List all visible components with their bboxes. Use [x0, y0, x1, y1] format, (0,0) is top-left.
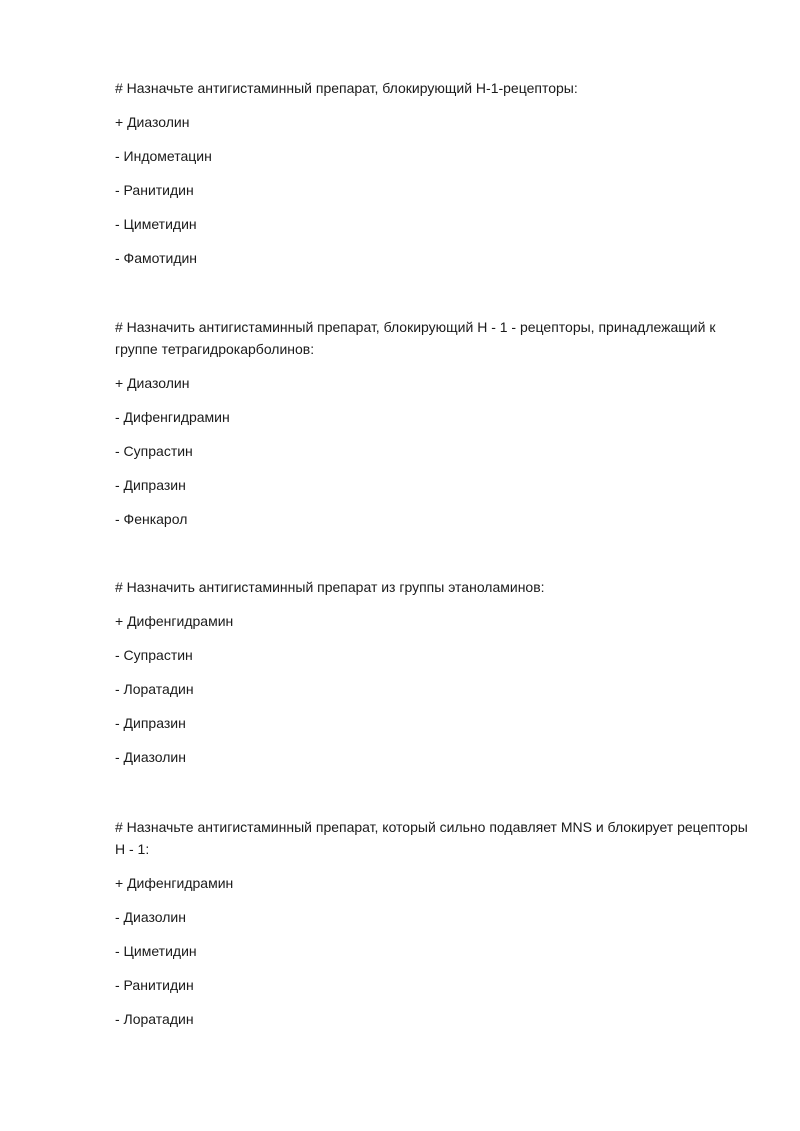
question-block: [115, 316, 755, 530]
answer-option: - Лоратадин: [115, 1011, 194, 1027]
answer-option: + Дифенгидрамин: [115, 613, 234, 629]
answer-option: + Диазолин: [115, 375, 190, 391]
question-block: [115, 816, 755, 1030]
answer-option: - Дифенгидрамин: [115, 409, 230, 425]
answer-option: + Диазолин: [115, 114, 190, 130]
answer-option: - Ранитидин: [115, 182, 194, 198]
answer-option: - Дипразин: [115, 715, 186, 731]
answer-option: - Лоратадин: [115, 681, 194, 697]
answer-option: - Супрастин: [115, 443, 193, 459]
answer-option: - Супрастин: [115, 647, 193, 663]
answer-option: - Фенкарол: [115, 511, 188, 527]
answer-option: - Индометацин: [115, 148, 212, 164]
answer-option: - Дипразин: [115, 477, 186, 493]
question-text: # Назначьте антигистаминный препарат, который сильно подавляет MNS и блокирует рецепторы H - 1:: [115, 819, 748, 857]
question-block: [115, 576, 755, 768]
answer-option: - Циметидин: [115, 943, 197, 959]
answer-option: - Ранитидин: [115, 977, 194, 993]
answer-option: - Диазолин: [115, 749, 186, 765]
question-block: [115, 77, 755, 269]
answer-option: - Диазолин: [115, 909, 186, 925]
answer-option: + Дифенгидрамин: [115, 875, 234, 891]
question-text: # Назначить антигистаминный препарат из группы этаноламинов:: [115, 579, 545, 595]
question-text: # Назначьте антигистаминный препарат, блокирующий H-1-рецепторы:: [115, 80, 578, 96]
answer-option: - Циметидин: [115, 216, 197, 232]
question-text: # Назначить антигистаминный препарат, блокирующий H - 1 - рецепторы, принадлежащий к группе тетрагидрокарболинов:: [115, 319, 716, 357]
answer-option: - Фамотидин: [115, 250, 198, 266]
